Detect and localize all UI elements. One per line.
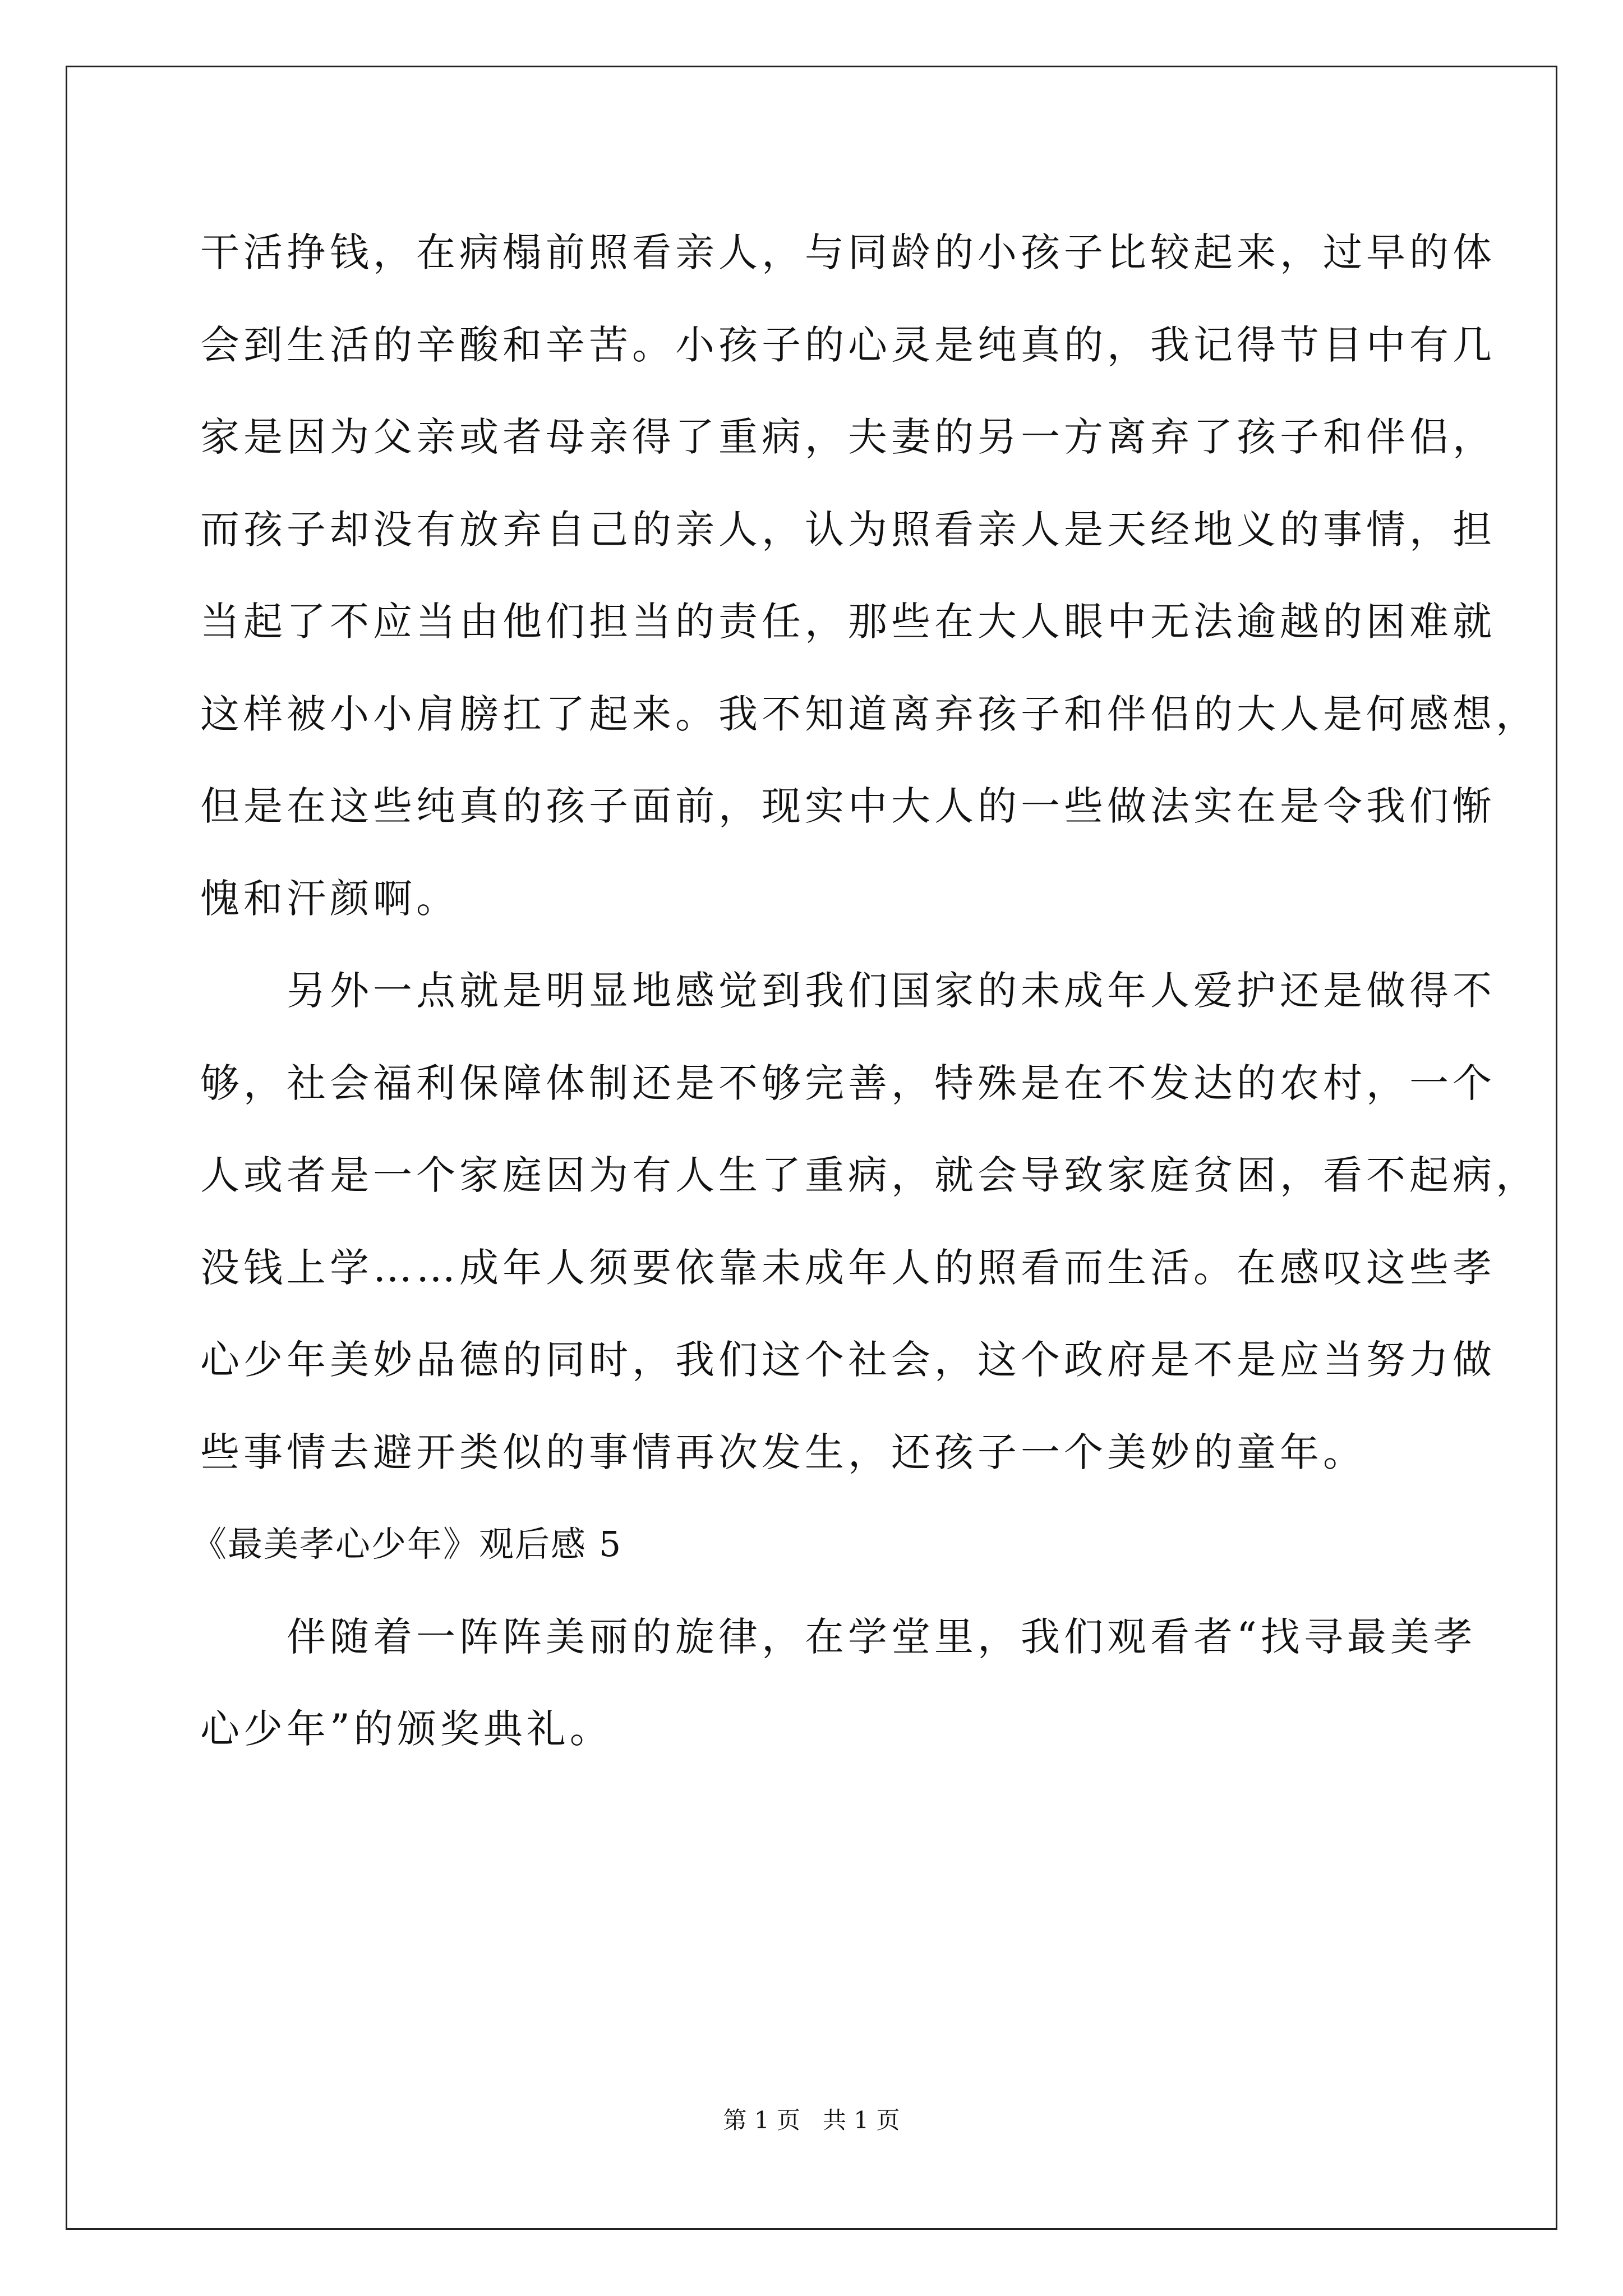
paragraph-1-line-5: 当起了不应当由他们担当的责任，那些在大人眼中无法逾越的困难就 (200, 599, 1496, 645)
paragraph-1-line-2: 会到生活的辛酸和辛苦。小孩子的心灵是纯真的，我记得节目中有几 (200, 321, 1496, 368)
paragraph-1-line-4: 而孩子却没有放弃自己的亲人，认为照看亲人是天经地义的事情，担 (200, 506, 1496, 553)
paragraph-2-line-4: 没钱上学……成年人须要依靠未成年人的照看而生活。在感叹这些孝 (200, 1244, 1496, 1291)
paragraph-2-line-2: 够，社会福利保障体制还是不够完善，特殊是在不发达的农村，一个 (200, 1060, 1496, 1106)
document-body (192, 206, 1539, 1775)
paragraph-3-line-1: 伴随着一阵阵美丽的旋律，在学堂里，我们观看者“找寻最美孝 (287, 1613, 1477, 1660)
paragraph-2-line-1: 另外一点就是明显地感觉到我们国家的未成年人爱护还是做得不 (287, 968, 1496, 1014)
paragraph-2-line-5: 心少年美妙品德的同时，我们这个社会，这个政府是不是应当努力做 (200, 1337, 1496, 1383)
page-number-footer: 第 1 页 共 1 页 (723, 2106, 900, 2134)
paragraph-1-line-1: 干活挣钱，在病榻前照看亲人，与同龄的小孩子比较起来，过早的体 (200, 229, 1496, 275)
paragraph-1-line-7: 但是在这些纯真的孩子面前，现实中大人的一些做法实在是令我们惭 (200, 783, 1496, 829)
section-title: 《最美孝心少年》观后感 5 (192, 1524, 623, 1565)
paragraph-2-line-6: 些事情去避开类似的事情再次发生，还孩子一个美妙的童年。 (200, 1429, 1366, 1475)
paragraph-1-line-8: 愧和汗颜啊。 (200, 875, 459, 922)
paragraph-1-line-6: 这样被小小肩膀扛了起来。我不知道离弃孩子和伴侣的大人是何感想， (200, 691, 1539, 737)
paragraph-1-line-3: 家是因为父亲或者母亲得了重病，夫妻的另一方离弃了孩子和伴侣， (200, 414, 1496, 460)
paragraph-2-line-3: 人或者是一个家庭因为有人生了重病，就会导致家庭贫困，看不起病， (200, 1152, 1539, 1198)
paragraph-3-line-2: 心少年”的颁奖典礼。 (200, 1706, 613, 1752)
